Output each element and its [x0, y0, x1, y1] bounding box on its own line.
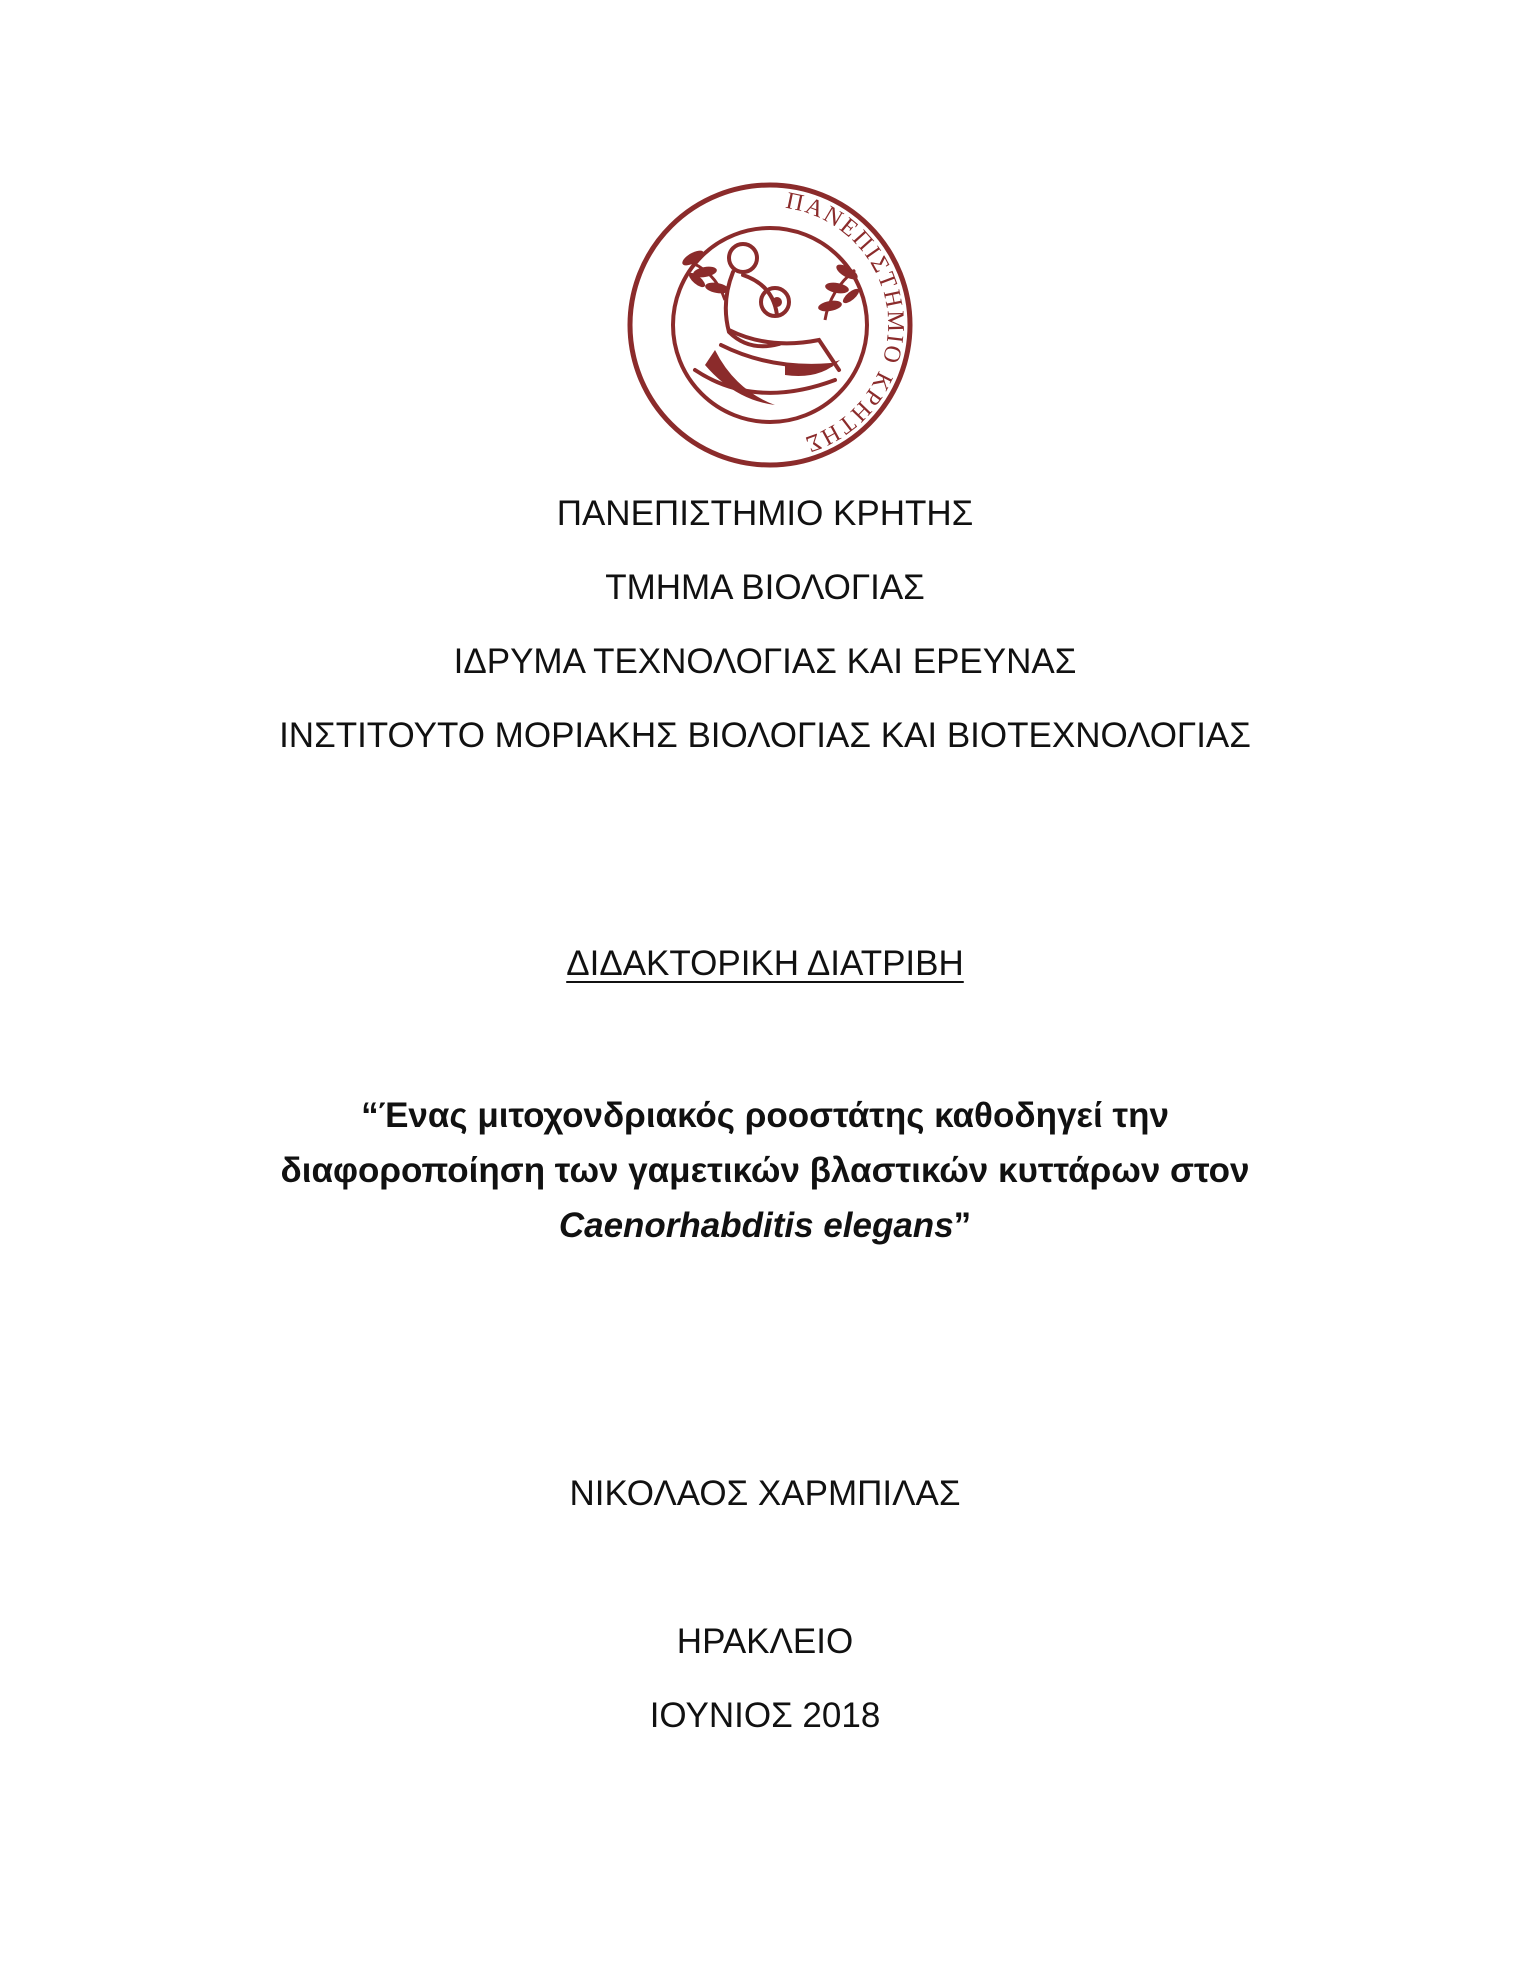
thesis-title-line-2: διαφοροποίηση των γαμετικών βλαστικών κυττάρων στον [280, 1151, 1250, 1190]
institute-name: ΙΝΣΤΙΤΟΥΤΟ ΜΟΡΙΑΚΗΣ ΒΙΟΛΟΓΙΑΣ ΚΑΙ ΒΙΟΤΕΧΝΟΛΟΓΙΑΣ [279, 716, 1251, 755]
document-type-label: ΔΙΔΑΚΤΟΡΙΚΗ ΔΙΑΤΡΙΒΗ [566, 944, 964, 983]
author-name: ΝΙΚΟΛΑΟΣ ΧΑΡΜΠΙΛΑΣ [569, 1474, 961, 1513]
university-name: ΠΑΝΕΠΙΣΤΗΜΙΟ ΚΡΗΤΗΣ [556, 494, 974, 533]
department-name: ΤΜΗΜΑ ΒΙΟΛΟΓΙΑΣ [605, 568, 925, 607]
university-seal-logo [625, 180, 915, 470]
submission-date: ΙΟΥΝΙΟΣ 2018 [649, 1696, 881, 1735]
city-name: ΗΡΑΚΛΕΙΟ [676, 1622, 854, 1661]
thesis-title-line-3 [0, 1198, 1530, 1253]
closing-quote: ” [953, 1206, 972, 1245]
thesis-title-line-1: “Ένας μιτοχονδριακός ροοστάτης καθοδηγεί την [361, 1096, 1169, 1135]
species-name: Caenorhabditis elegans [558, 1206, 954, 1245]
thesis-title [0, 1088, 1530, 1253]
document-type [0, 942, 1530, 986]
svg-text:ΠΑΝΕΠΙΣΤΗΜΙΟ ΚΡΗΤΗΣ: ΠΑΝΕΠΙΣΤΗΜΙΟ ΚΡΗΤΗΣ [783, 187, 909, 458]
foundation-name: ΙΔΡΥΜΑ ΤΕΧΝΟΛΟΓΙΑΣ ΚΑΙ ΕΡΕΥΝΑΣ [453, 642, 1077, 681]
